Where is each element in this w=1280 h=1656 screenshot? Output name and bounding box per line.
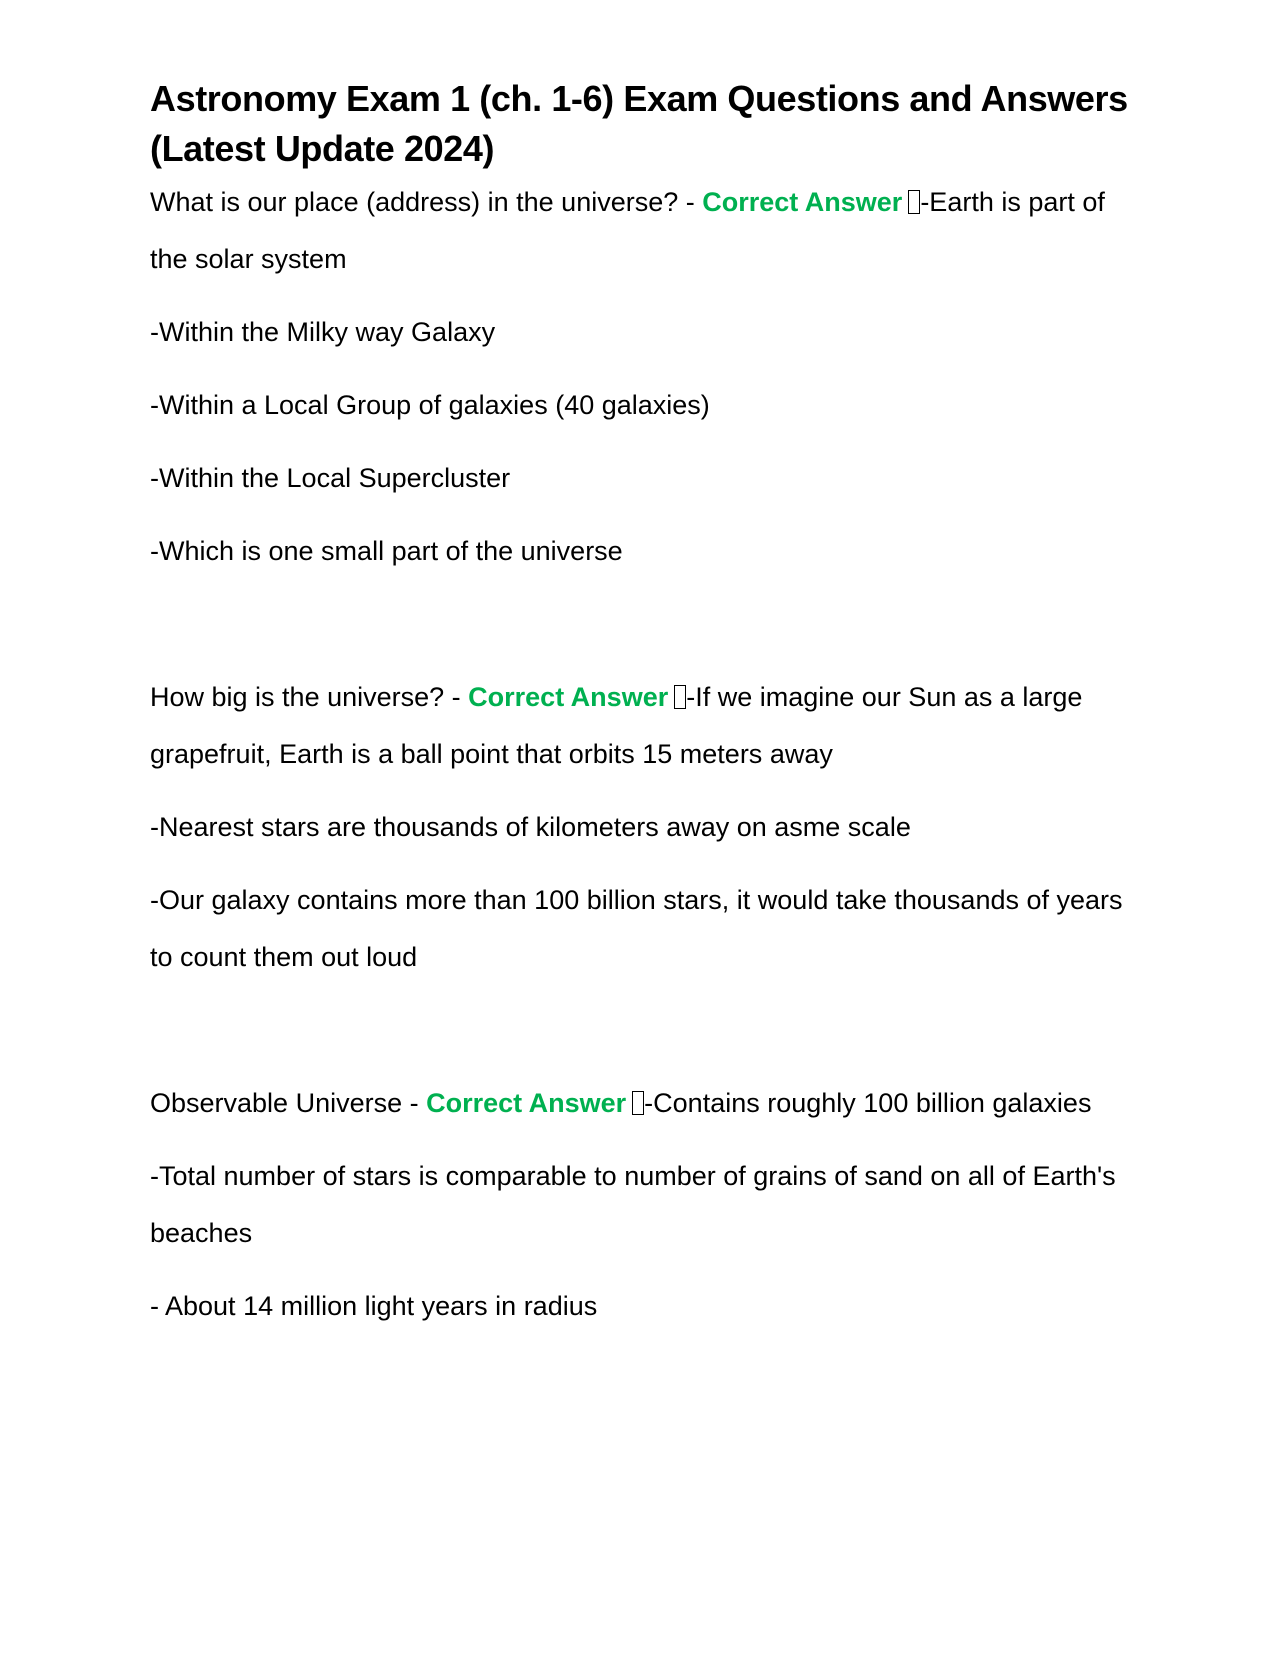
question-text: What is our place (address) in the universe? -: [150, 187, 703, 217]
qa-section-2: [150, 669, 1140, 986]
section-spacer: [150, 1002, 1140, 1075]
qa-section-1: [150, 174, 1140, 580]
answer-line: -Our galaxy contains more than 100 billion stars, it would take thousands of years to count them out loud: [150, 885, 1123, 972]
answer-line: - About 14 million light years in radius: [150, 1291, 598, 1321]
question-paragraph: [150, 669, 1140, 783]
answer-line: -Which is one small part of the universe: [150, 536, 623, 566]
qa-section-3: [150, 1075, 1140, 1335]
missing-glyph-icon: [632, 1091, 644, 1115]
document-title: Astronomy Exam 1 (ch. 1-6) Exam Questions and Answers (Latest Update 2024): [150, 78, 1128, 169]
question-text: Observable Universe -: [150, 1088, 427, 1118]
answer-text: -If we imagine our Sun as a large grapefruit, Earth is a ball point that orbits 15 meters away: [150, 682, 1083, 769]
question-paragraph: [150, 174, 1140, 288]
missing-glyph-icon: [674, 685, 686, 709]
answer-text: -Earth is part of the solar system: [150, 187, 1105, 274]
answer-line: -Within the Local Supercluster: [150, 463, 511, 493]
correct-answer-label: Correct Answer: [702, 187, 903, 217]
question-text: How big is the universe? -: [150, 682, 469, 712]
answer-line: -Within a Local Group of galaxies (40 galaxies): [150, 390, 710, 420]
answer-line: -Within the Milky way Galaxy: [150, 317, 496, 347]
answer-text: -Contains roughly 100 billion galaxies: [644, 1088, 1092, 1118]
correct-answer-label: Correct Answer: [426, 1088, 627, 1118]
correct-answer-label: Correct Answer: [468, 682, 669, 712]
question-paragraph: [150, 1075, 1140, 1132]
missing-glyph-icon: [908, 190, 920, 214]
section-spacer: [150, 596, 1140, 669]
answer-line: -Total number of stars is comparable to number of grains of sand on all of Earth's beaches: [150, 1161, 1116, 1248]
answer-line: -Nearest stars are thousands of kilometers away on asme scale: [150, 812, 911, 842]
document-page: [150, 74, 1140, 1351]
